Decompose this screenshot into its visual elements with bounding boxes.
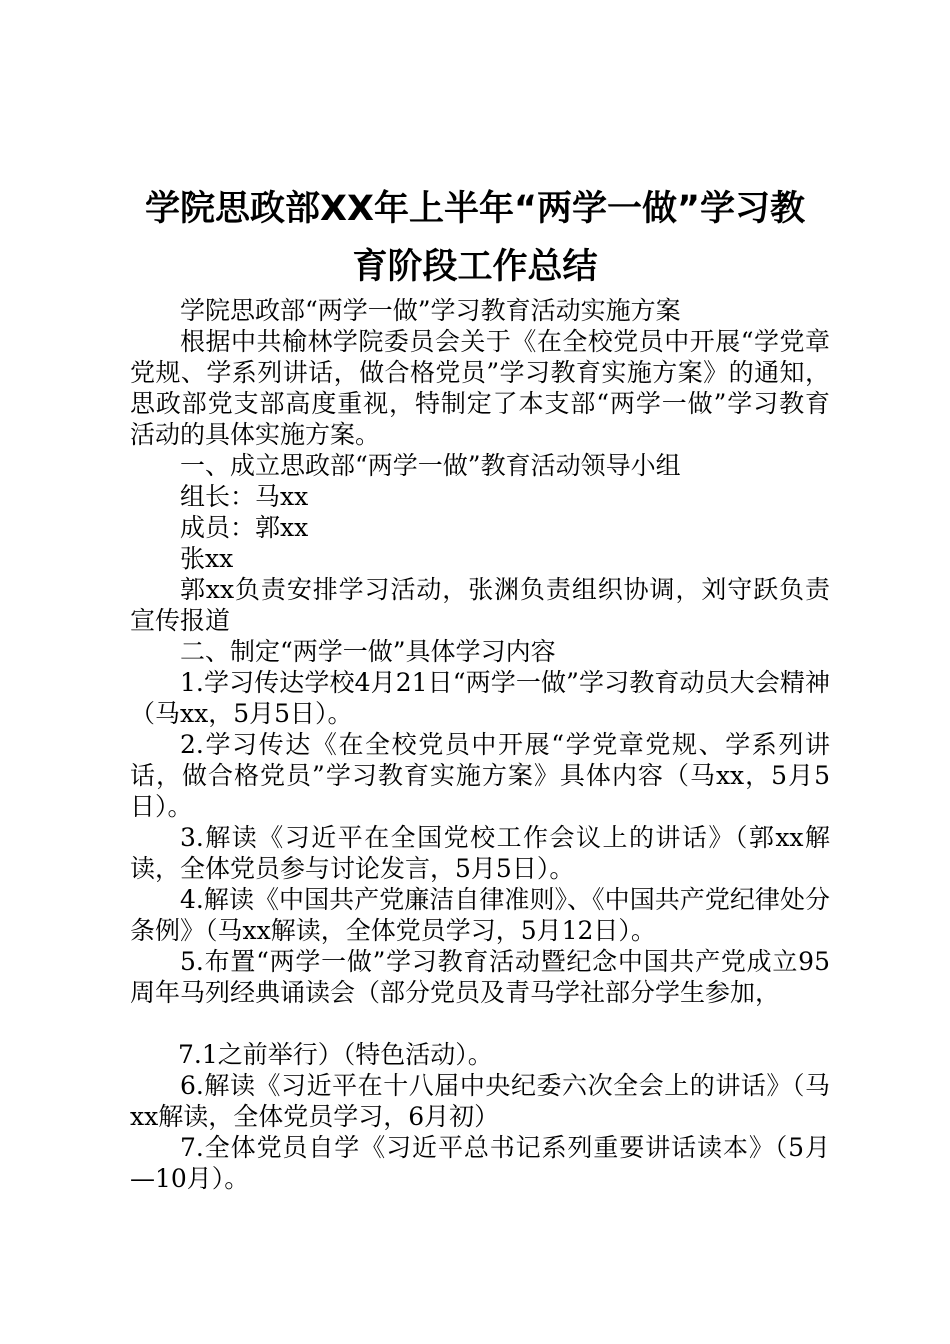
intro-paragraph: 根据中共榆林学院委员会关于《在全校党员中开展“学党章党规、学系列讲话，做合格党员”学习教育实施方案》的通知，思政部党支部高度重视，特制定了本支部“两学一做”学习教育活动的具体实施方案。 — [130, 327, 830, 449]
document-body — [130, 295, 830, 1194]
document-title-line-2: 育阶段工作总结 — [352, 247, 598, 287]
member-line-2: 张xx — [180, 544, 234, 573]
section-heading-2: 二、制定“两学一做”具体学习内容 — [180, 637, 556, 666]
list-item: 2.学习传达《在全校党员中开展“学党章党规、学系列讲话，做合格党员”学习教育实施方案》具体内容（马xx，5月5日）。 — [130, 730, 830, 821]
list-item: 6.解读《习近平在十八届中央纪委六次全会上的讲话》（马xx解读，全体党员学习，6月初） — [130, 1071, 830, 1131]
list-item: 7.全体党员自学《习近平总书记系列重要讲话读本》（5月—10月）。 — [130, 1133, 830, 1193]
list-item: 3.解读《习近平在全国党校工作会议上的讲话》（郭xx解读，全体党员参与讨论发言，5月5日）。 — [130, 823, 830, 883]
list-item-continuation: 7.1之前举行）（特色活动）。 — [178, 1040, 493, 1069]
section-heading-1: 一、成立思政部“两学一做”教育活动领导小组 — [180, 451, 681, 480]
member-line: 成员：郭xx — [180, 513, 309, 542]
leader-line: 组长：马xx — [180, 482, 309, 511]
plan-heading: 学院思政部“两学一做”学习教育活动实施方案 — [180, 296, 681, 325]
list-item: 5.布置“两学一做”学习教育活动暨纪念中国共产党成立95周年马列经典诵读会（部分党员及青马学社部分学生参加， — [130, 947, 830, 1007]
list-item: 4.解读《中国共产党廉洁自律准则》、《中国共产党纪律处分条例》（马xx解读，全体党员学习，5月12日）。 — [130, 885, 830, 945]
responsibility-paragraph: 郭xx负责安排学习活动，张渊负责组织协调，刘守跃负责宣传报道 — [130, 575, 830, 635]
document-title-line-1: 学院思政部XX年上半年“两学一做”学习教 — [145, 189, 805, 229]
list-item: 1.学习传达学校4月21日“两学一做”学习教育动员大会精神（马xx，5月5日）。 — [130, 668, 830, 728]
